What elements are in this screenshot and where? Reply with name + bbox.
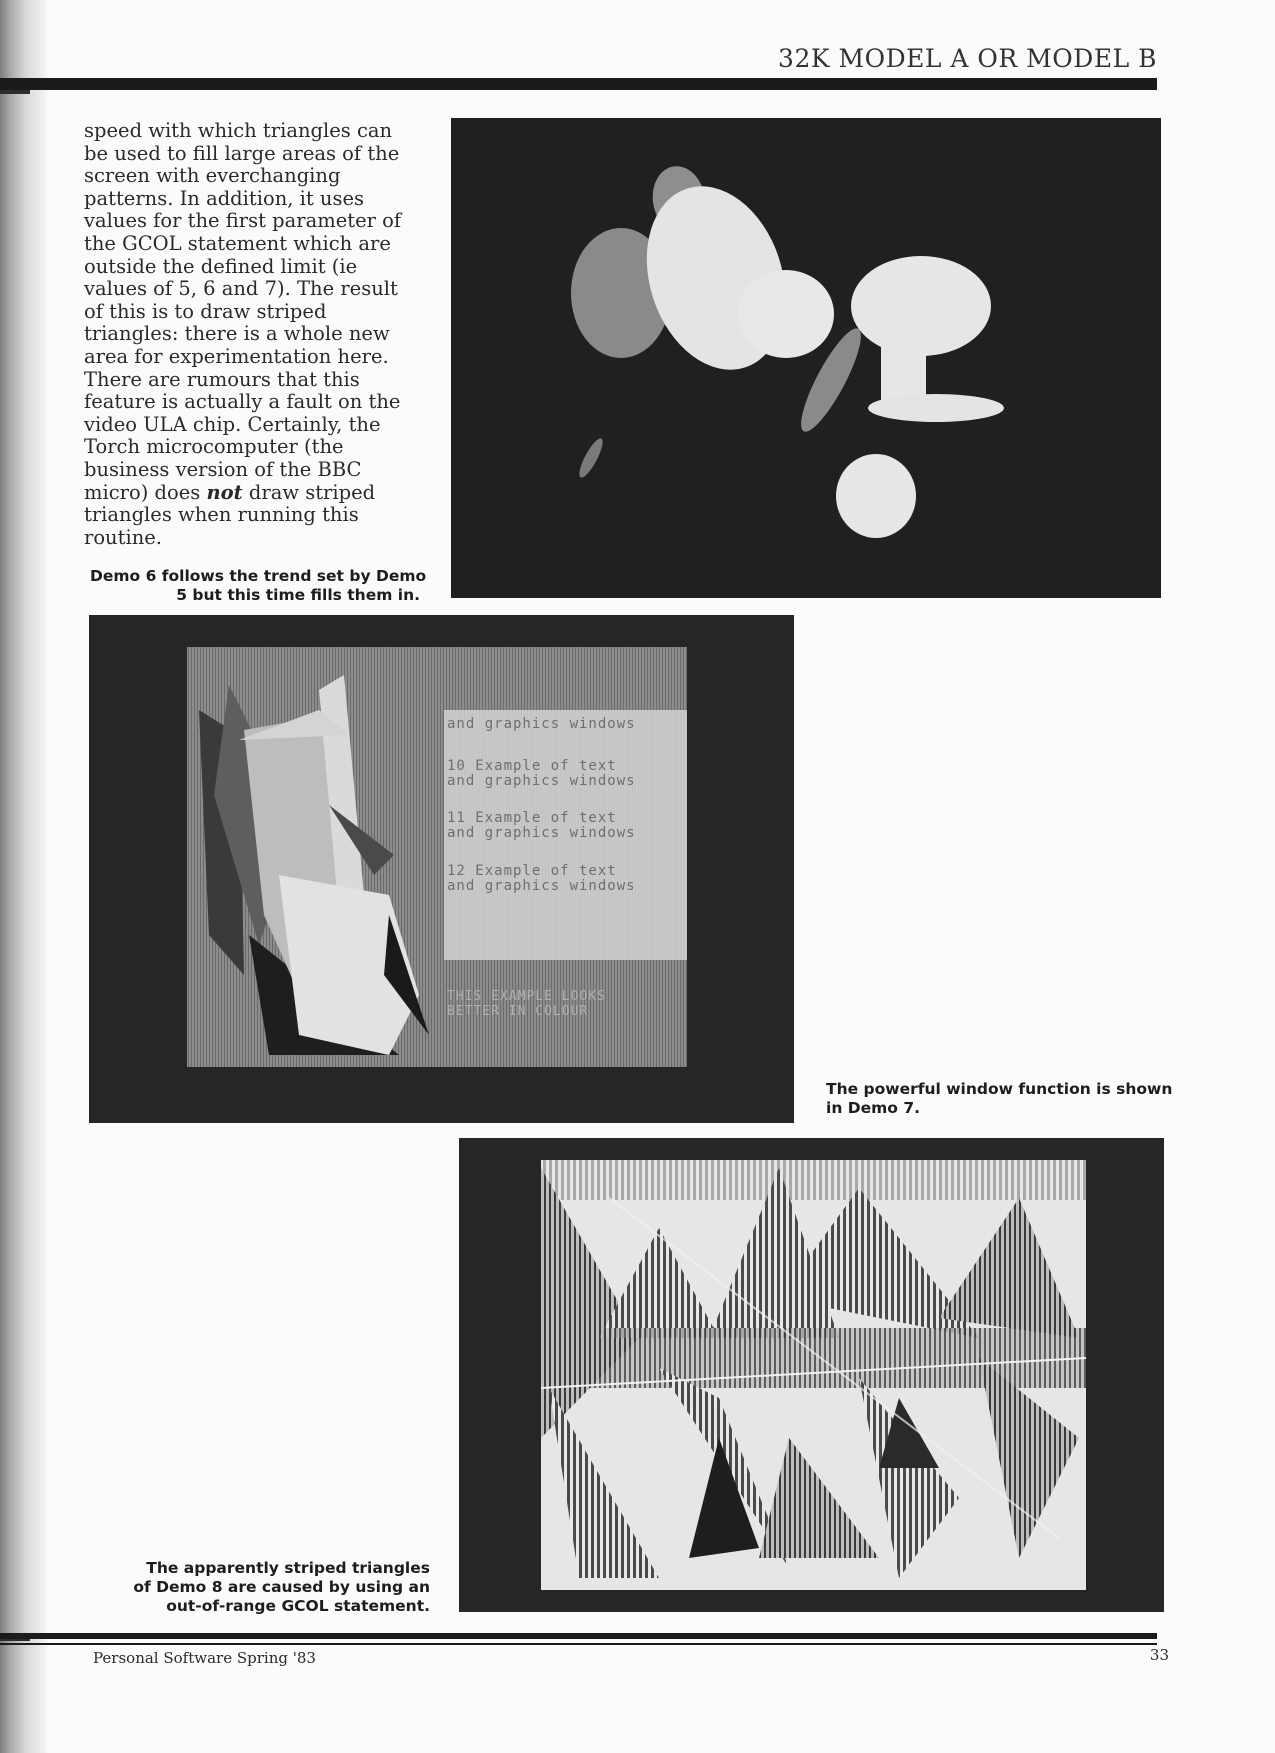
- screen-text-line: and graphics windows: [447, 716, 636, 732]
- text-line: area for experimentation here.: [84, 344, 389, 368]
- footer-publication: Personal Software Spring '83: [93, 1649, 316, 1667]
- screen-text-line: BETTER IN COLOUR: [447, 1004, 589, 1019]
- footer-rule: [0, 1633, 1157, 1639]
- caption-line: out-of-range GCOL statement.: [166, 1597, 430, 1615]
- text-line: speed with which triangles can: [84, 119, 393, 142]
- text-line: feature is actually a fault on the: [84, 390, 401, 414]
- caption-line: in Demo 7.: [826, 1099, 920, 1117]
- caption-line: of Demo 8 are caused by using an: [133, 1578, 430, 1596]
- caption-line: The powerful window function is shown: [826, 1080, 1173, 1098]
- article-paragraph: [84, 120, 424, 549]
- caption-line: Demo 6 follows the trend set by Demo: [90, 567, 427, 585]
- text-line: routine.: [84, 525, 162, 549]
- footer-rule-thin: [0, 1643, 1157, 1645]
- screen-text-line: 12 Example of text: [447, 863, 617, 879]
- screen-text-line: and graphics windows: [447, 878, 636, 894]
- text-line: Torch microcomputer (the: [84, 435, 344, 459]
- text-line: video ULA chip. Certainly, the: [84, 412, 381, 436]
- caption-line: The apparently striped triangles: [146, 1559, 430, 1577]
- caption-demo7: [826, 1080, 1173, 1118]
- text-line: There are rumours that this: [84, 367, 360, 391]
- text-line: values of 5, 6 and 7). The result: [84, 277, 398, 301]
- text-line: [84, 482, 424, 505]
- text-line: patterns. In addition, it uses: [84, 186, 365, 210]
- screen-text-line: 10 Example of text: [447, 758, 617, 774]
- demo7-screen-photo: [89, 615, 794, 1123]
- caption-line: 5 but this time fills them in.: [176, 586, 420, 604]
- text-run: micro) does: [84, 480, 207, 504]
- screen-text-line: and graphics windows: [447, 825, 636, 841]
- text-line: outside the defined limit (ie: [84, 254, 358, 278]
- text-line: triangles: there is a whole new: [84, 322, 390, 346]
- screen-text-line: and graphics windows: [447, 773, 636, 789]
- emphasis: not: [206, 480, 243, 504]
- text-line: of this is to draw striped: [84, 299, 327, 323]
- demo8-screen-photo: [459, 1138, 1164, 1612]
- caption-demo6: [90, 567, 427, 605]
- screen-text-line: 11 Example of text: [447, 810, 617, 826]
- page-number: 33: [1149, 1646, 1169, 1664]
- text-line: screen with everchanging: [84, 164, 341, 188]
- binding-gutter: [0, 0, 48, 1753]
- running-header: 32K MODEL A OR MODEL B: [778, 44, 1157, 73]
- text-line: triangles when running this: [84, 503, 359, 527]
- demo6-screen-photo: [451, 118, 1161, 598]
- text-line: the GCOL statement which are: [84, 231, 391, 255]
- text-line: be used to fill large areas of the: [84, 141, 400, 165]
- text-line: values for the first parameter of: [84, 209, 402, 233]
- header-rule: [0, 78, 1157, 90]
- text-run: draw striped: [242, 480, 376, 504]
- screen-text-line: THIS EXAMPLE LOOKS: [447, 989, 606, 1004]
- text-line: business version of the BBC: [84, 457, 362, 481]
- caption-demo8: [80, 1559, 430, 1616]
